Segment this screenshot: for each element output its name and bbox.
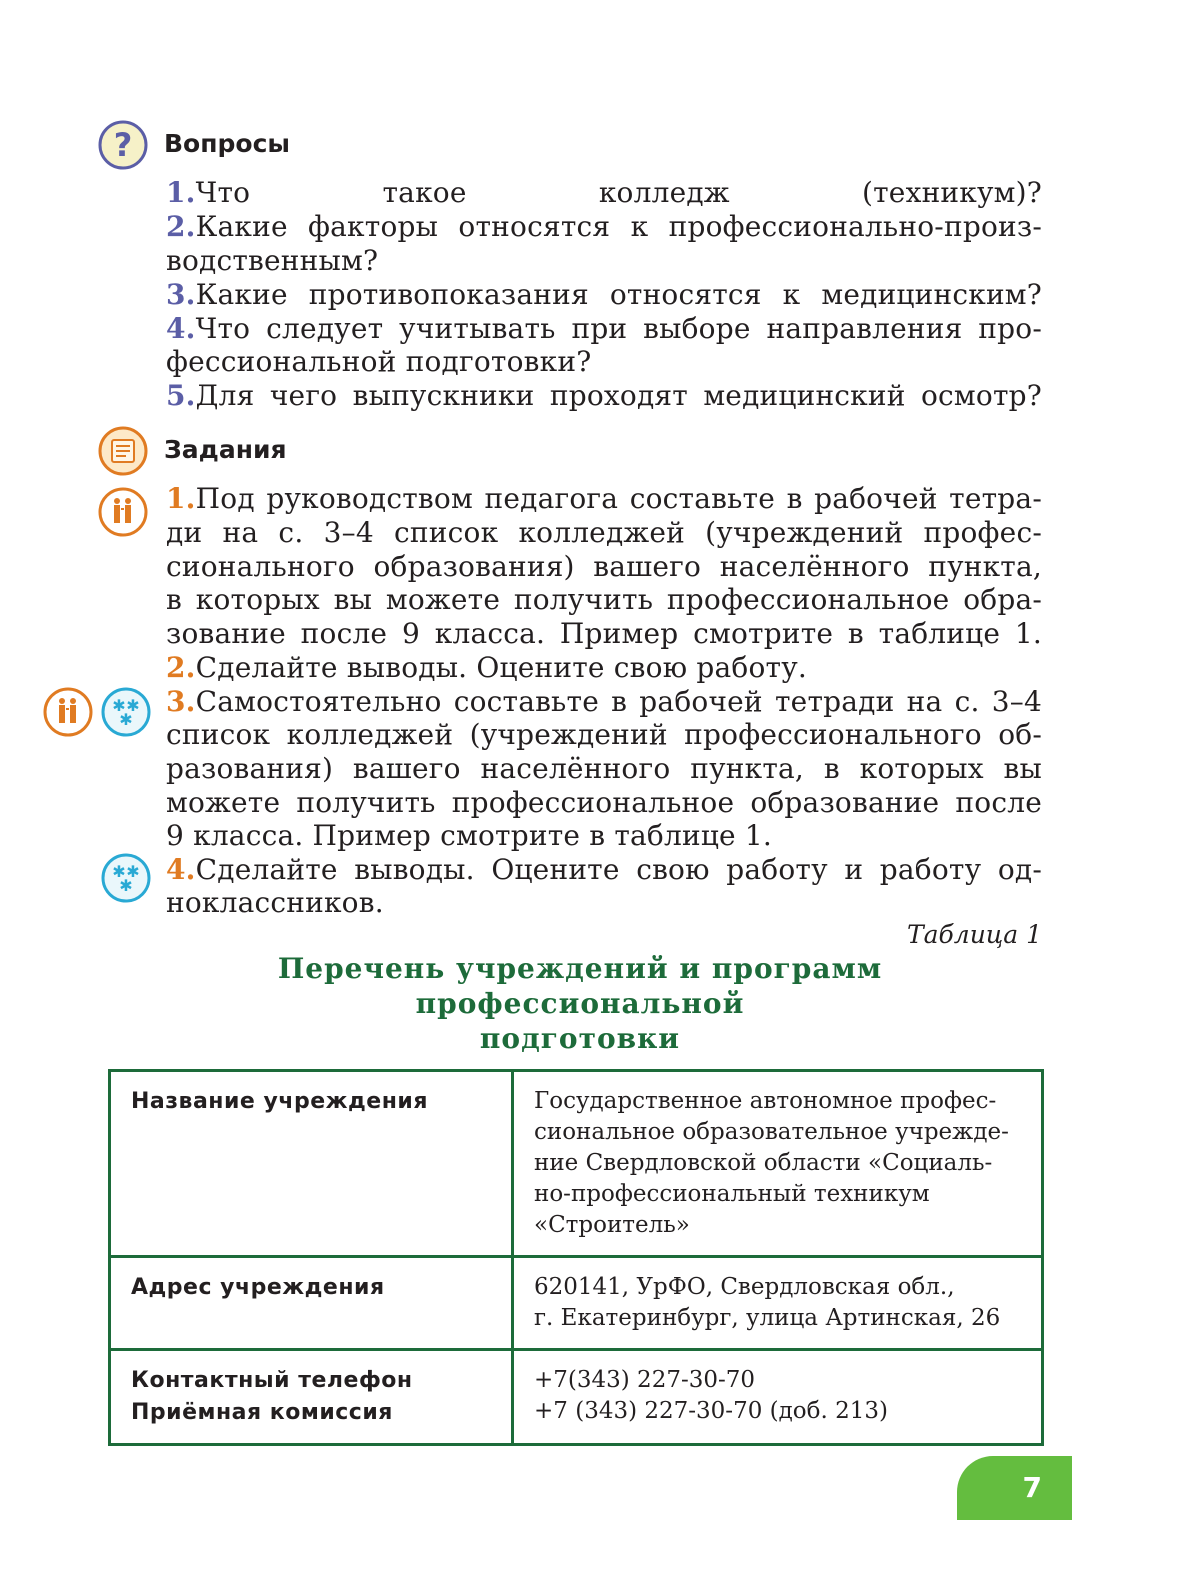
table-title-line: Перечень учреждений и программ профессиональной <box>277 952 883 1020</box>
task-line: разования) вашего населённого пункта, в которых вы <box>166 752 1042 785</box>
table-title-line: подготовки <box>479 1022 681 1055</box>
table-label: Таблица 1 <box>906 920 1042 949</box>
question-line: 5.Для чего выпускники проходят медицинский осмотр? <box>166 379 1042 412</box>
table-key-cell: Контактный телефон Приёмная комиссия <box>110 1350 513 1445</box>
table-row <box>110 1071 1043 1257</box>
task-line: 9 класса. Пример смотрите в таблице 1. <box>166 819 773 852</box>
question-line: водственным? <box>166 244 379 277</box>
svg-text:✱: ✱ <box>112 862 126 881</box>
task-line: ноклассников. <box>166 886 384 919</box>
task-line: 4.Сделайте выводы. Оцените свою работу и работу од- <box>166 853 1042 886</box>
table-key-cell: Название учреждения <box>110 1071 513 1257</box>
table-value-cell: +7(343) 227-30-70 +7 (343) 227-30-70 (доб. 213) <box>513 1350 1043 1445</box>
question-line: 4.Что следует учитывать при выборе направления про- <box>166 312 1042 345</box>
table-row <box>110 1257 1043 1350</box>
tasks-heading: Задания <box>164 435 287 464</box>
question-line: 1.Что такое колледж (техникум)? <box>166 176 1042 209</box>
svg-text:✱: ✱ <box>119 876 133 895</box>
snowflake-icon <box>101 687 151 741</box>
institutions-table <box>108 1069 1044 1446</box>
task-line: сионального образования) вашего населённого пункта, <box>166 550 1042 583</box>
question-line: фессиональной подготовки? <box>166 345 592 378</box>
svg-text:✱: ✱ <box>119 710 133 729</box>
snowflake-icon <box>101 853 151 907</box>
table-title <box>120 951 1040 1056</box>
task-line: 3.Самостоятельно составьте в рабочей тетради на с. 3–4 <box>166 685 1042 718</box>
question-line: 2.Какие факторы относятся к профессионально-произ- <box>166 210 1042 243</box>
table-row <box>110 1350 1043 1445</box>
task-line: 1.Под руководством педагога составьте в рабочей тетра- <box>166 482 1042 515</box>
task-line: можете получить профессиональное образование после <box>166 786 1042 819</box>
table-key-cell: Адрес учреждения <box>110 1257 513 1350</box>
question-line: 3.Какие противопоказания относятся к медицинским? <box>166 278 1042 311</box>
task-line: зование после 9 класса. Пример смотрите в таблице 1. <box>166 617 1042 650</box>
task-line: 2.Сделайте выводы. Оцените свою работу. <box>166 651 807 684</box>
svg-text:?: ? <box>113 126 133 164</box>
svg-text:✱: ✱ <box>126 862 140 881</box>
svg-text:✱: ✱ <box>112 696 126 715</box>
page-number: 7 <box>957 1456 1072 1520</box>
group-work-icon <box>43 687 93 741</box>
task-line: в которых вы можете получить профессиональное обра- <box>166 583 1042 616</box>
task-line: ди на с. 3–4 список колледжей (учреждений профес- <box>166 516 1042 549</box>
svg-text:✱: ✱ <box>126 696 140 715</box>
scroll-icon <box>98 426 148 480</box>
group-work-icon <box>98 487 148 541</box>
table-value-cell: Государственное автономное профес- сиональное образовательное учрежде- ние Свердловской области «Социаль- но-профессиональный техникум «Строитель» <box>513 1071 1043 1257</box>
question-icon <box>98 120 148 174</box>
table-value-cell: 620141, УрФО, Свердловская обл., г. Екатеринбург, улица Артинская, 26 <box>513 1257 1043 1350</box>
questions-heading: Вопросы <box>164 129 291 158</box>
task-line: список колледжей (учреждений профессионального об- <box>166 718 1042 751</box>
